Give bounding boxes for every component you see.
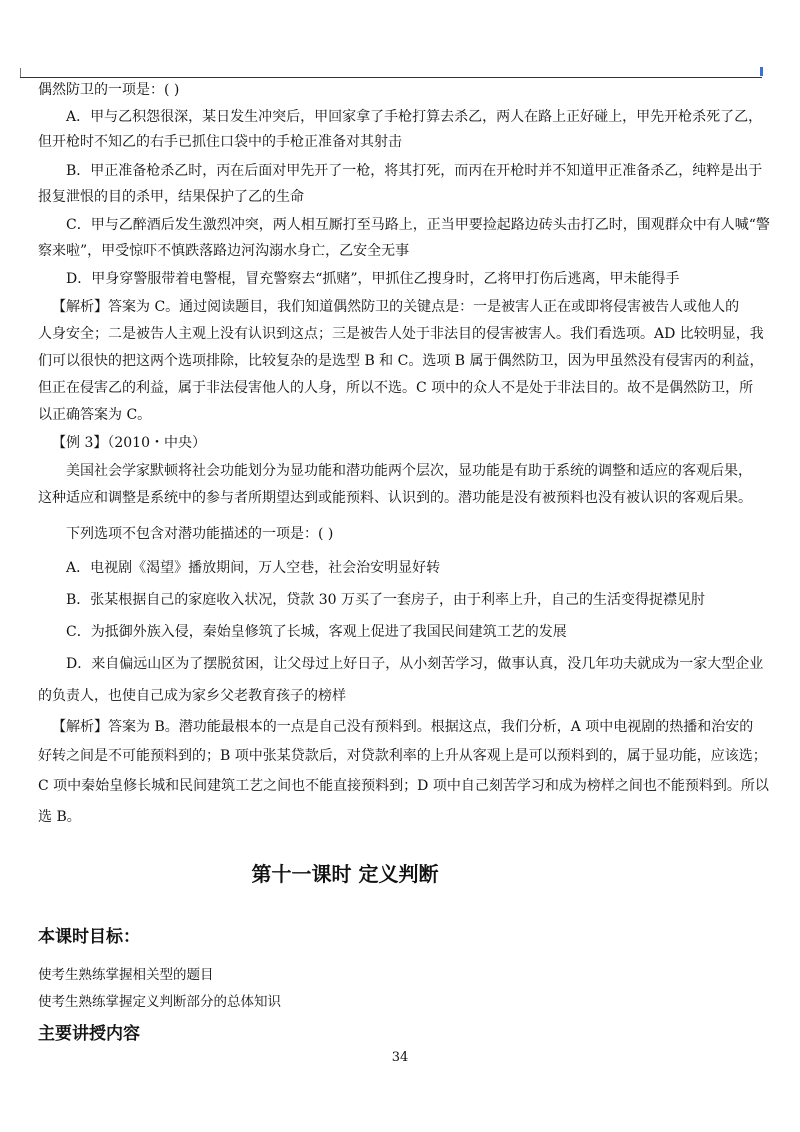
text-line: 但开枪时不知乙的右手已抓住口袋中的手枪正准备对其射击: [38, 134, 402, 150]
header-rule: [20, 77, 762, 78]
text-line: 以正确答案为 C。: [38, 407, 152, 423]
text-line: D．甲身穿警服带着电警棍，冒充警察去“抓赌”，甲抓住乙搜身时，乙将甲打伤后逃离，甲未能得手: [66, 271, 680, 287]
text-line: 察来啦”，甲受惊吓不慎跌落路边河沟溺水身亡，乙安全无事: [38, 243, 410, 259]
text-line: 人身安全；二是被告人主观上没有认识到这点；三是被告人处于非法目的侵害被害人。我们看选项。AD 比较明显，我: [38, 326, 764, 342]
objectives-heading: 本课时目标：: [38, 927, 140, 947]
text-line: B．甲正准备枪杀乙时，丙在后面对甲先开了一枪，将其打死，而丙在开枪时并不知道甲正准备杀乙，纯粹是出于: [66, 163, 763, 179]
main-content-heading: 主要讲授内容: [38, 1024, 140, 1044]
objective-item: 使考生熟练掌握定义判断部分的总体知识: [38, 994, 281, 1010]
text-line: 这种适应和调整是系统中的参与者所期望达到或能预料、认识到的。潜功能是没有被预料也没有被认识的客观后果。: [38, 490, 752, 506]
text-line: A．电视剧《渴望》播放期间，万人空巷，社会治安明显好转: [66, 560, 441, 576]
text-line: 下列选项不包含对潜功能描述的一项是：( ): [66, 526, 334, 542]
text-line: C 项中秦始皇修长城和民间建筑工艺之间也不能直接预料到；D 项中自己刻苦学习和成为榜样之间也不能预料到。所以: [38, 778, 769, 794]
text-line: 但正在侵害乙的利益，属于非法侵害他人的人身，所以不选。C 项中的众人不是处于非法目的。故不是偶然防卫，所: [38, 380, 754, 396]
text-line: 美国社会学家默顿将社会功能划分为显功能和潜功能两个层次，显功能是有助于系统的调整和适应的客观后果，: [66, 463, 752, 479]
text-line: 【例 3】（2010・中央）: [52, 435, 206, 451]
lesson-title: 第十一课时 定义判断: [251, 862, 439, 886]
page-number: 34: [391, 1050, 409, 1065]
text-line: 【解析】答案为 B。潜功能最根本的一点是自己没有预料到。根据这点，我们分析，A 项中电视剧的热播和治安的: [52, 719, 754, 735]
text-line: D．来自偏远山区为了摆脱贫困，让父母过上好日子，从小刻苦学习，做事认真，没几年功夫就成为一家大型企业: [66, 656, 764, 672]
text-line: 好转之间是不可能预料到的；B 项中张某贷款后，对贷款利率的上升从客观上是可以预料到的，属于显功能，应该选；: [38, 748, 767, 764]
text-line: C．甲与乙醉酒后发生激烈冲突，两人相互厮打至马路上，正当甲要捡起路边砖头击打乙时，围观群众中有人喊“警: [66, 217, 770, 233]
text-line: C．为抵御外族入侵，秦始皇修筑了长城，客观上促进了我国民间建筑工艺的发展: [66, 624, 567, 640]
text-line: 偶然防卫的一项是：( ): [38, 82, 180, 98]
text-line: 报复泄恨的目的杀甲，结果保护了乙的生命: [38, 189, 304, 205]
text-line: A．甲与乙积怨很深，某日发生冲突后，甲回家拿了手枪打算去杀乙，两人在路上正好碰上，甲先开枪杀死了乙，: [66, 109, 763, 125]
text-line: B．张某根据自己的家庭收入状况，贷款 30 万买了一套房子，由于利率上升，自己的生活变得捉襟见肘: [66, 592, 706, 608]
objective-item: 使考生熟练掌握相关型的题目: [38, 967, 214, 983]
text-line: 们可以很快的把这两个选项排除，比较复杂的是选型 B 和 C。选项 B 属于偶然防卫，因为甲虽然没有侵害丙的利益，: [38, 353, 764, 369]
text-line: 选 B。: [38, 809, 81, 825]
text-line: 的负责人，也使自己成为家乡父老教育孩子的榜样: [38, 688, 346, 704]
header-corner-mark-right: [760, 67, 763, 76]
text-line: 【解析】答案为 C。通过阅读题目，我们知道偶然防卫的关键点是：一是被害人正在或即将侵害被告人或他人的: [52, 299, 740, 315]
